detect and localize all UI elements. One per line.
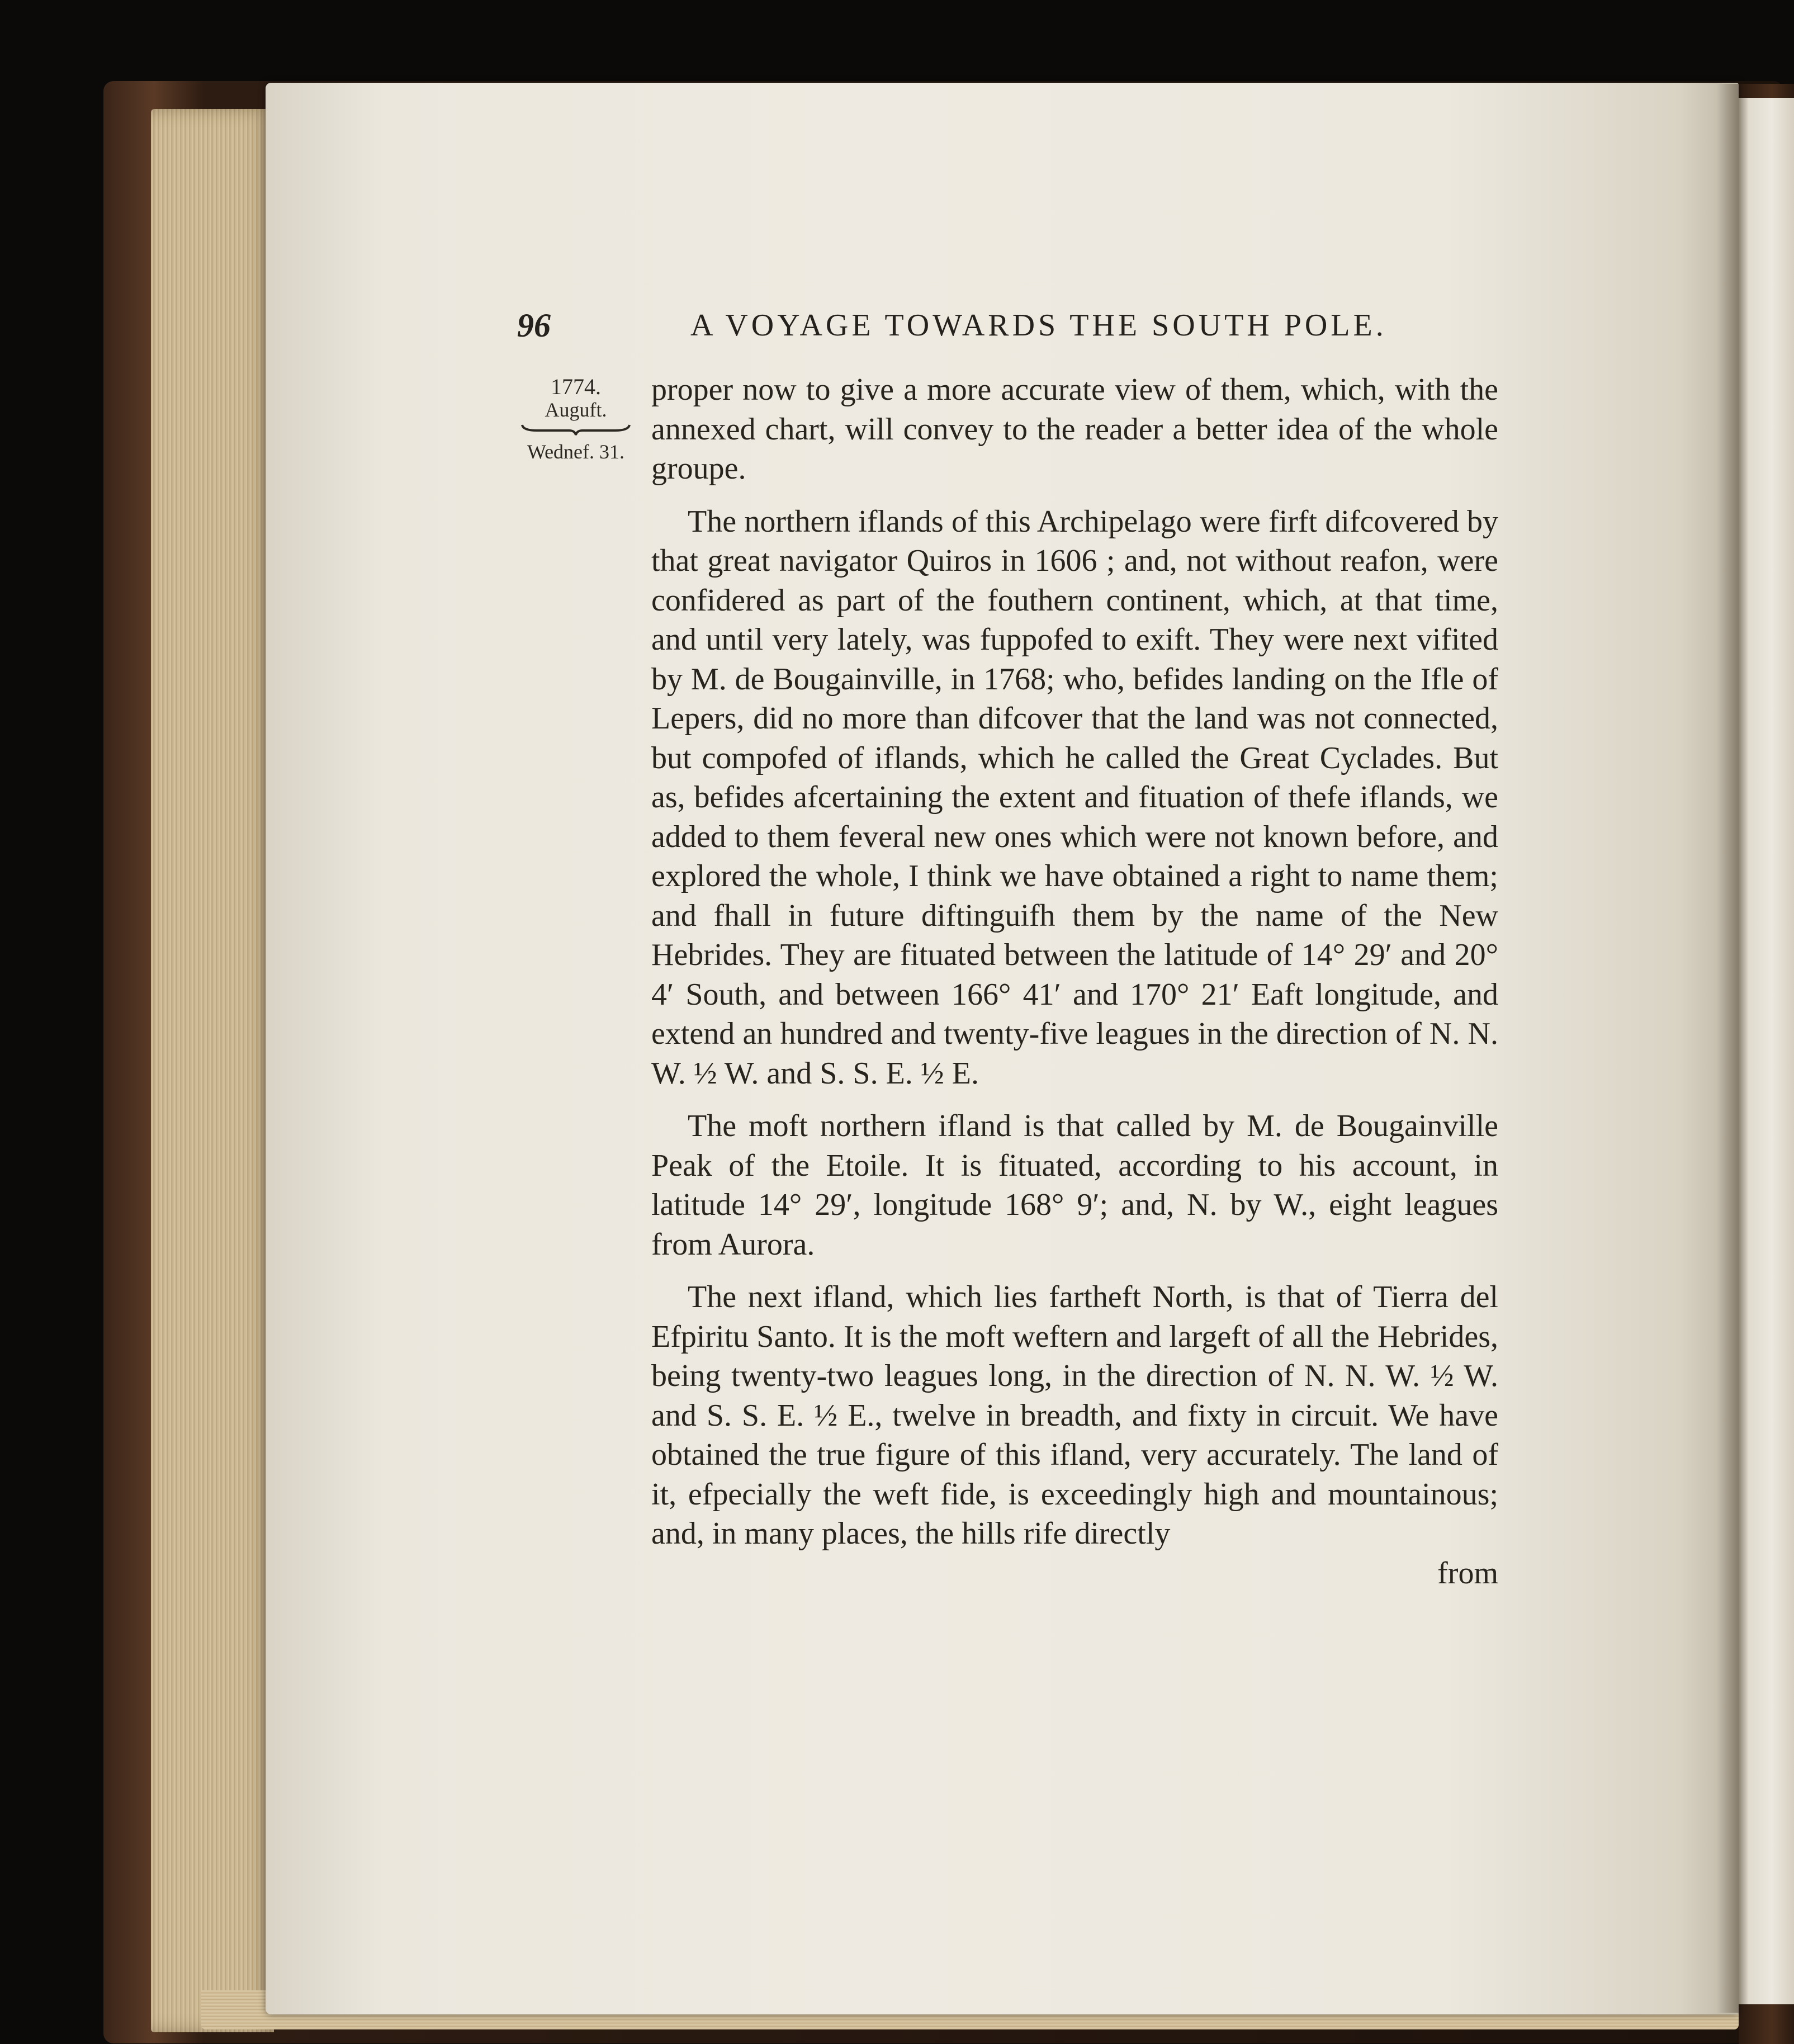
margin-note-year: 1774.: [551, 374, 601, 399]
running-head: [517, 306, 1498, 357]
catchword: from: [1437, 1555, 1498, 1591]
page-gutter-shadow: [1716, 84, 1739, 2013]
running-title: A VOYAGE TOWARDS THE SOUTH POLE.: [690, 308, 1387, 343]
page-block-fore-edge: [151, 109, 274, 2032]
margin-note-month: Auguft.: [545, 399, 607, 421]
margin-note-day: Wednef. 31.: [527, 441, 625, 463]
paragraph: The northern iflands of this Archipelago were firft difcovered by that great navigator Quiros in 1606 ; and, not without reafon, were confidered as part of the fouthern continent, which, at that time, and until very lately, was fuppofed to exift. They were next vifited by M. de Bougainville, in 1768; who, befides landing on the Ifle of Lepers, did no more than difcover that the land was not connected, but compofed of iflands, which he called the Great Cyclades. But as, befides afcertaining the extent and fituation of thefe iflands, we added to them feveral new ones which were not known before, and explored the whole, I think we have obtained a right to name them; and fhall in future diftinguifh them by the name of the New Hebrides. They are fituated between the latitude of 14° 29′ and 20° 4′ South, and between 166° 41′ and 170° 21′ Eaft longitude, and extend an hundred and twenty-five leagues in the direction of N. N. W. ½ W. and S. S. E. ½ E.: [651, 504, 1498, 1091]
margin-date-note: [512, 375, 640, 464]
paragraph: The moft northern ifland is that called by M. de Bougainville Peak of the Etoile. It is fituated, according to his account, in latitude 14° 29′, longitude 168° 9′; and, N. by W., eight leagues from Aurora.: [651, 1109, 1498, 1262]
body-text: [651, 370, 1498, 1593]
paragraph: The next ifland, which lies fartheft North, is that of Tierra del Efpiritu Santo. It is the moft weftern and largeft of all the Hebrides, being twenty-two leagues long, in the direction of N. N. W. ½ W. and S. S. E. ½ E., twelve in breadth, and fixty in circuit. We have obtained the true figure of this ifland, very accurately. The land of it, efpecially the weft fide, is exceedingly high and mountainous; and, in many places, the hills rife directly: [651, 1280, 1498, 1551]
facing-page-sliver: [1739, 98, 1794, 2004]
paragraph-continued: proper now to give a more accurate view of them, which, with the annexed chart, will convey to the reader a better idea of the whole groupe.: [651, 372, 1498, 486]
brace-icon: [520, 423, 632, 437]
page-number: 96: [517, 307, 551, 344]
